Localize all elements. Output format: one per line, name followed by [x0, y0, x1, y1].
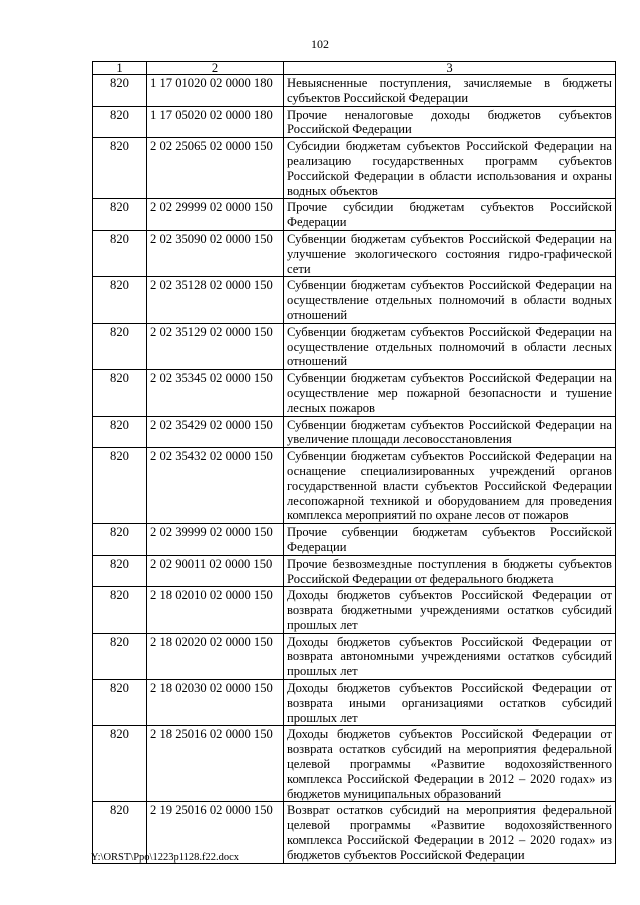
table-row	[93, 555, 616, 587]
revenue-code-cell: 2 02 39999 02 0000 150	[147, 524, 284, 556]
description-cell: Доходы бюджетов субъектов Российской Федерации от возврата автономными учреждениями остатков субсидий прошлых лет	[284, 633, 616, 679]
revenue-codes-table	[92, 61, 616, 864]
revenue-code-cell: 2 02 35129 02 0000 150	[147, 323, 284, 369]
admin-code-cell: 820	[93, 524, 147, 556]
description-cell: Субвенции бюджетам субъектов Российской Федерации на осуществление отдельных полномочий в области лесных отношений	[284, 323, 616, 369]
admin-code-cell: 820	[93, 416, 147, 448]
table-row	[93, 448, 616, 524]
description-cell: Доходы бюджетов субъектов Российской Федерации от возврата бюджетными учреждениями остатков субсидий прошлых лет	[284, 587, 616, 633]
table-row	[93, 230, 616, 276]
revenue-code-cell: 2 02 35429 02 0000 150	[147, 416, 284, 448]
table-row	[93, 416, 616, 448]
column-header-2: 2	[147, 62, 284, 75]
description-cell: Прочие субсидии бюджетам субъектов Российской Федерации	[284, 199, 616, 231]
admin-code-cell: 820	[93, 802, 147, 863]
admin-code-cell: 820	[93, 106, 147, 138]
admin-code-cell: 820	[93, 448, 147, 524]
description-cell: Доходы бюджетов субъектов Российской Федерации от возврата иными организациями остатков субсидий прошлых лет	[284, 680, 616, 726]
revenue-code-cell: 1 17 01020 02 0000 180	[147, 75, 284, 107]
table-row	[93, 680, 616, 726]
table-body	[93, 75, 616, 864]
revenue-code-cell: 2 02 35090 02 0000 150	[147, 230, 284, 276]
description-cell: Субвенции бюджетам субъектов Российской Федерации на осуществление мер пожарной безопасности и тушение лесных пожаров	[284, 370, 616, 416]
revenue-code-cell: 2 02 35432 02 0000 150	[147, 448, 284, 524]
table-row	[93, 633, 616, 679]
admin-code-cell: 820	[93, 633, 147, 679]
revenue-code-cell: 2 02 35345 02 0000 150	[147, 370, 284, 416]
admin-code-cell: 820	[93, 680, 147, 726]
description-cell: Прочие неналоговые доходы бюджетов субъектов Российской Федерации	[284, 106, 616, 138]
table-row	[93, 106, 616, 138]
revenue-code-cell: 2 18 02010 02 0000 150	[147, 587, 284, 633]
admin-code-cell: 820	[93, 555, 147, 587]
admin-code-cell: 820	[93, 726, 147, 802]
revenue-code-cell: 2 02 90011 02 0000 150	[147, 555, 284, 587]
revenue-code-cell: 1 17 05020 02 0000 180	[147, 106, 284, 138]
revenue-code-cell: 2 02 35128 02 0000 150	[147, 277, 284, 323]
admin-code-cell: 820	[93, 587, 147, 633]
description-cell: Прочие субвенции бюджетам субъектов Российской Федерации	[284, 524, 616, 556]
admin-code-cell: 820	[93, 230, 147, 276]
revenue-code-cell: 2 02 25065 02 0000 150	[147, 138, 284, 199]
table-row	[93, 587, 616, 633]
admin-code-cell: 820	[93, 138, 147, 199]
footer-file-path: Y:\ORST\Ppo\1223p1128.f22.docx	[91, 852, 239, 863]
description-cell: Субвенции бюджетам субъектов Российской Федерации на осуществление отдельных полномочий в области водных отношений	[284, 277, 616, 323]
revenue-code-cell: 2 18 02030 02 0000 150	[147, 680, 284, 726]
admin-code-cell: 820	[93, 323, 147, 369]
table-row	[93, 370, 616, 416]
revenue-code-cell: 2 18 02020 02 0000 150	[147, 633, 284, 679]
description-cell: Субвенции бюджетам субъектов Российской Федерации на оснащение специализированных учреждений органов государственной власти субъектов Российской Федерации лесопожарной техникой и оборудованием для проведения комплекса мероприятий по охране лесов от пожаров	[284, 448, 616, 524]
description-cell: Субсидии бюджетам субъектов Российской Федерации на реализацию государственных программ субъектов Российской Федерации в области использования и охраны водных объектов	[284, 138, 616, 199]
table-row	[93, 277, 616, 323]
column-header-1: 1	[93, 62, 147, 75]
admin-code-cell: 820	[93, 277, 147, 323]
admin-code-cell: 820	[93, 199, 147, 231]
table-row	[93, 75, 616, 107]
table-row	[93, 323, 616, 369]
revenue-code-cell: 2 19 25016 02 0000 150	[147, 802, 284, 863]
column-header-3: 3	[284, 62, 616, 75]
description-cell: Прочие безвозмездные поступления в бюджеты субъектов Российской Федерации от федерального бюджета	[284, 555, 616, 587]
description-cell: Невыясненные поступления, зачисляемые в бюджеты субъектов Российской Федерации	[284, 75, 616, 107]
table-row	[93, 524, 616, 556]
admin-code-cell: 820	[93, 75, 147, 107]
admin-code-cell: 820	[93, 370, 147, 416]
table-header-row	[93, 62, 616, 75]
table-row	[93, 199, 616, 231]
description-cell: Субвенции бюджетам субъектов Российской Федерации на увеличение площади лесовосстановления	[284, 416, 616, 448]
description-cell: Возврат остатков субсидий на мероприятия федеральной целевой программы «Развитие водохозяйственного комплекса Российской Федерации в 2012 – 2020 годах» из бюджетов субъектов Российской Федерации	[284, 802, 616, 863]
description-cell: Доходы бюджетов субъектов Российской Федерации от возврата остатков субсидий на мероприятия федеральной целевой программы «Развитие водохозяйственного комплекса Российской Федерации в 2012 – 2020 годах» из бюджетов муниципальных образований	[284, 726, 616, 802]
revenue-code-cell: 2 02 29999 02 0000 150	[147, 199, 284, 231]
table-row	[93, 726, 616, 802]
page-number: 102	[311, 37, 329, 51]
revenue-code-cell: 2 18 25016 02 0000 150	[147, 726, 284, 802]
description-cell: Субвенции бюджетам субъектов Российской Федерации на улучшение экологического состояния гидро-графической сети	[284, 230, 616, 276]
table-row	[93, 138, 616, 199]
